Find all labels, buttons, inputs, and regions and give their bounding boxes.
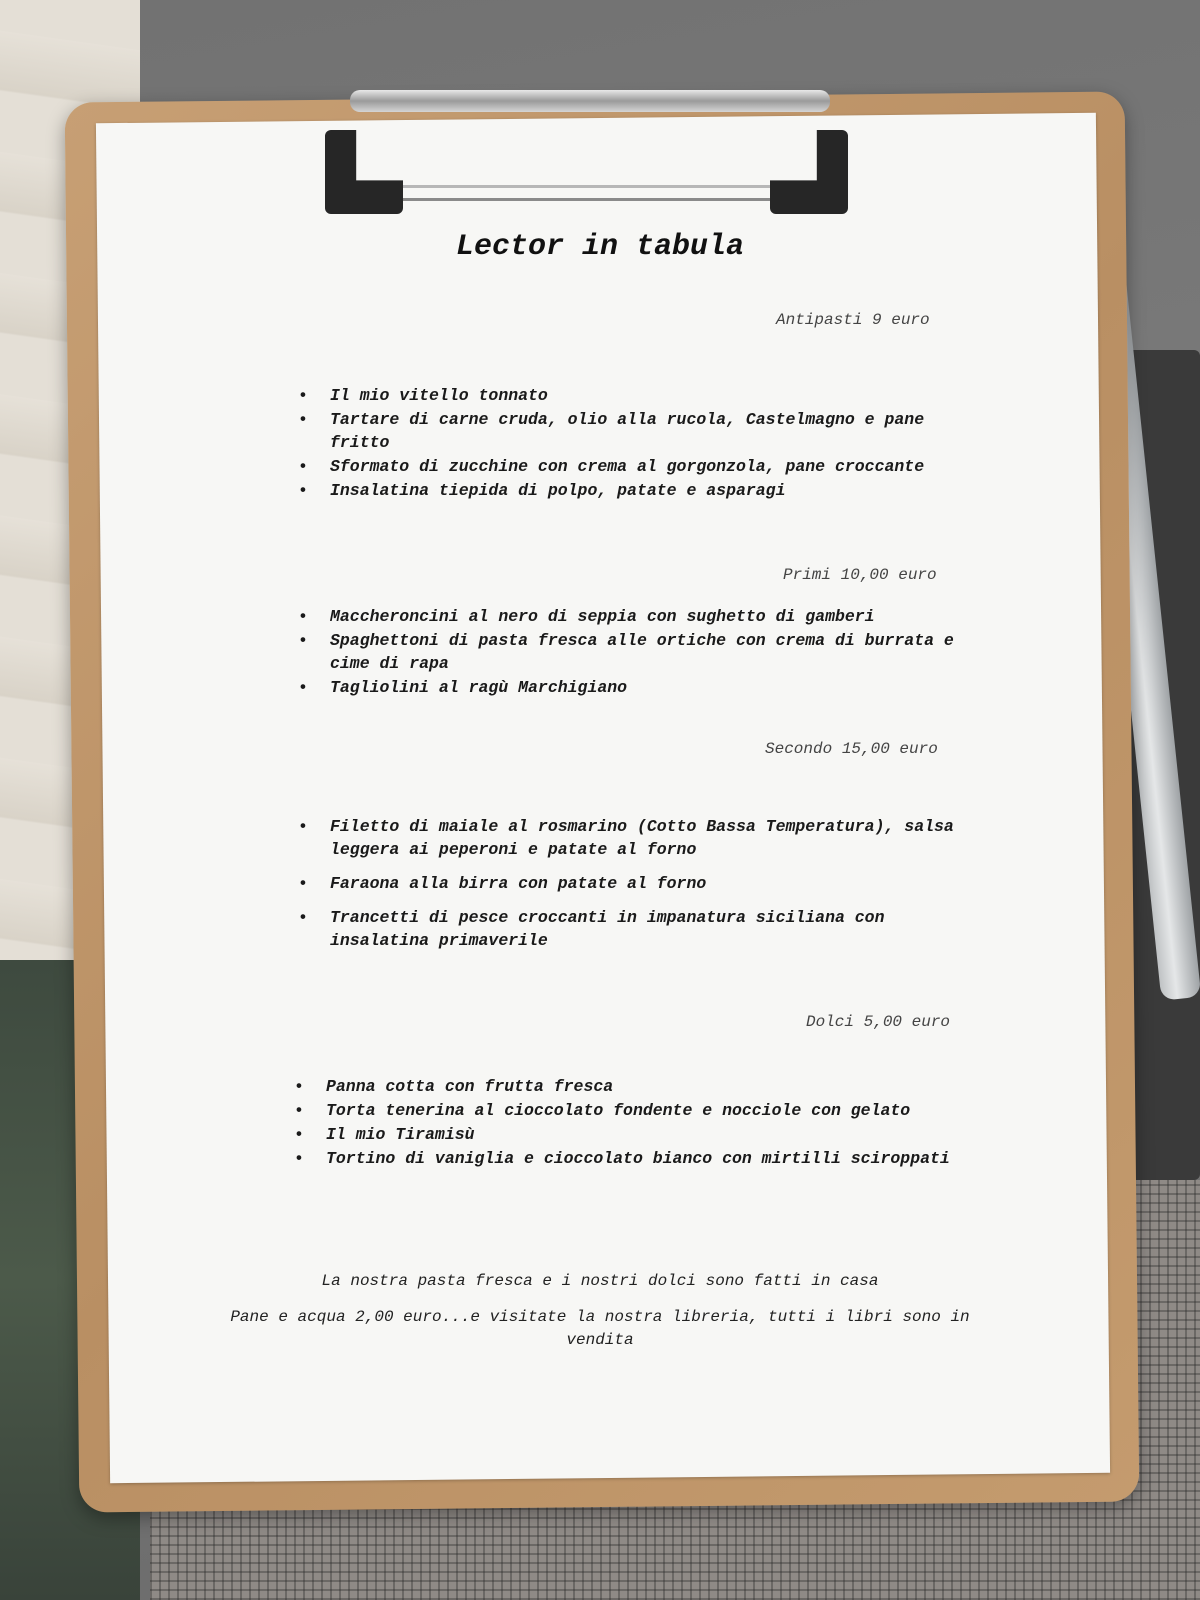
primi-list	[298, 605, 958, 700]
list-item: • Tartare di carne cruda, olio alla rucola, Castelmagno e pane fritto	[298, 408, 958, 454]
antipasti-list	[298, 384, 958, 503]
list-item: • Panna cotta con frutta fresca	[294, 1075, 954, 1098]
list-item: • Trancetti di pesce croccanti in impanatura siciliana con insalatina primaverile	[298, 906, 968, 952]
list-item: • Spaghettoni di pasta fresca alle ortiche con crema di burrata e cime di rapa	[298, 629, 958, 675]
list-item: • Insalatina tiepida di polpo, patate e asparagi	[298, 479, 958, 502]
list-item: • Il mio Tiramisù	[294, 1123, 954, 1146]
list-item: • Il mio vitello tonnato	[298, 384, 958, 407]
list-item: • Maccheroncini al nero di seppia con sughetto di gamberi	[298, 605, 958, 628]
clipboard-clip-bar	[350, 90, 830, 112]
list-item: • Torta tenerina al cioccolato fondente e nocciole con gelato	[294, 1099, 954, 1122]
section-heading-dolci: Dolci 5,00 euro	[806, 1013, 951, 1031]
section-heading-antipasti: Antipasti 9 euro	[776, 311, 930, 329]
list-item: • Tortino di vaniglia e cioccolato bianco con mirtilli sciroppati	[294, 1147, 954, 1170]
secondo-list	[298, 815, 968, 963]
list-item: • Tagliolini al ragù Marchigiano	[298, 676, 958, 699]
section-heading-primi: Primi 10,00 euro	[783, 566, 937, 584]
footer-note-bread-water: Pane e acqua 2,00 euro...e visitate la nostra libreria, tutti i libri sono in vendita	[230, 1308, 970, 1349]
section-heading-secondo: Secondo 15,00 euro	[765, 740, 938, 758]
dolci-list	[294, 1075, 954, 1171]
list-item: • Faraona alla birra con patate al forno	[298, 872, 968, 895]
clipboard-clip-wire	[395, 185, 775, 201]
menu-title: Lector in tabula	[455, 230, 745, 264]
list-item: • Filetto di maiale al rosmarino (Cotto Bassa Temperatura), salsa leggera ai peperoni e patate al forno	[298, 815, 968, 861]
list-item: • Sformato di zucchine con crema al gorgonzola, pane croccante	[298, 455, 958, 478]
footer-note-homemade: La nostra pasta fresca e i nostri dolci sono fatti in casa	[321, 1272, 879, 1290]
